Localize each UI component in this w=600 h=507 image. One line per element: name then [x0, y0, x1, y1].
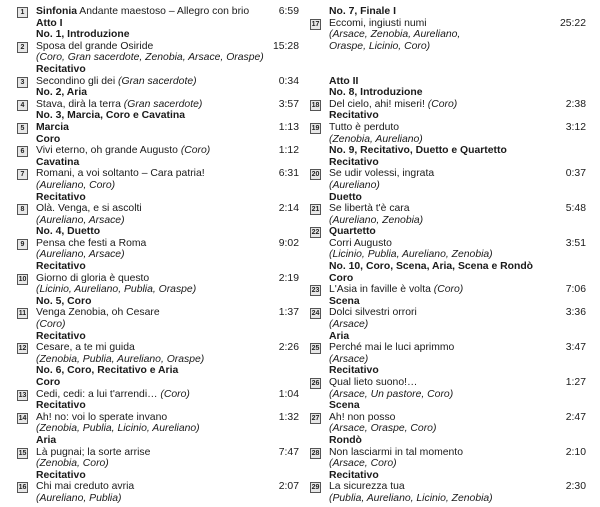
cast-line — [310, 249, 586, 261]
title-part: Eccomi, ingiusti numi — [329, 17, 427, 29]
heading-text: Aria — [329, 330, 350, 342]
cast-line — [17, 493, 299, 505]
section-heading — [17, 296, 299, 308]
track-number-badge: 28 — [311, 449, 320, 457]
performers: (Zenobia, Aureliano) — [329, 133, 423, 145]
heading-text: No. 9, Recitativo, Duetto e Quartetto — [329, 145, 507, 157]
track-title — [36, 168, 205, 180]
track-number-badge: 26 — [311, 380, 320, 387]
performers: (Licinio, Publia, Aureliano, Zenobia) — [329, 249, 493, 261]
track-duration: 2:14 — [278, 203, 299, 215]
title-part: Non lasciarmi in tal momento — [329, 446, 463, 458]
performers: (Arsace) — [329, 353, 369, 365]
track-row[interactable] — [17, 203, 299, 215]
performers: (Coro) — [427, 98, 458, 110]
track-row[interactable] — [310, 377, 586, 389]
heading-text: Atto I — [36, 17, 63, 29]
heading-text: Recitativo — [36, 400, 86, 412]
title-part: Vivi eterno, oh grande Augusto — [36, 145, 181, 157]
section-heading — [17, 435, 299, 447]
track-number-badge: 21 — [311, 206, 320, 214]
section-heading — [17, 87, 299, 99]
cast-line — [17, 249, 299, 261]
performers: (Arsace) — [329, 319, 369, 331]
track-duration: 3:57 — [278, 98, 299, 110]
track-duration: 3:51 — [565, 237, 586, 249]
cast-line — [17, 215, 299, 227]
heading-text: Recitativo — [36, 469, 86, 481]
performers: (Gran sacerdote) — [118, 75, 197, 87]
heading-text: Scena — [329, 400, 360, 412]
cast-line — [310, 458, 586, 470]
performers: (Arsace, Coro) — [329, 458, 397, 470]
title-part: Stava, dirà la terra — [36, 98, 124, 110]
track-duration: 25:22 — [559, 17, 586, 29]
track-row[interactable] — [17, 99, 299, 111]
track-title — [36, 145, 210, 157]
track-row[interactable] — [17, 41, 299, 53]
section-heading — [17, 400, 299, 412]
track-title — [36, 76, 197, 88]
track-duration: 1:13 — [278, 121, 299, 133]
performers: (Coro) — [160, 388, 190, 400]
section-heading — [17, 365, 299, 377]
track-number-badge: 10 — [18, 275, 27, 283]
track-title — [36, 122, 69, 134]
track-number-badge: 8 — [17, 204, 28, 215]
track-row[interactable] — [17, 122, 299, 134]
heading-text: Recitativo — [36, 330, 86, 342]
track-row[interactable] — [17, 412, 299, 424]
track-row[interactable] — [310, 307, 586, 319]
track-number-badge: 11 — [18, 310, 27, 318]
track-number-badge: 29 — [311, 484, 320, 492]
track-duration: 9:02 — [278, 237, 299, 249]
track-number-badge: 5 — [17, 123, 28, 134]
section-heading — [310, 435, 586, 447]
heading-text: No. 6, Coro, Recitativo e Aria — [36, 365, 179, 377]
track-row[interactable] — [17, 307, 299, 319]
track-number-badge: 24 — [311, 310, 320, 318]
track-number-badge: 16 — [18, 484, 27, 492]
title-part: Dolci silvestri orrori — [329, 307, 417, 319]
spacer — [310, 52, 586, 64]
track-title — [36, 273, 149, 285]
track-title — [36, 342, 135, 354]
spacer — [310, 64, 586, 76]
cast-line — [310, 493, 586, 505]
heading-text: No. 1, Introduzione — [36, 29, 130, 41]
track-row[interactable] — [17, 273, 299, 285]
track-duration: 6:31 — [278, 168, 299, 180]
track-number-badge: 19 — [311, 124, 320, 132]
track-row[interactable] — [17, 389, 299, 401]
track-duration: 6:59 — [278, 6, 299, 17]
track-duration: 2:07 — [278, 481, 299, 493]
performers: Oraspe, Licinio, Coro) — [329, 40, 431, 52]
cast-line — [310, 215, 586, 227]
heading-text: No. 3, Marcia, Coro e Cavatina — [36, 110, 185, 122]
section-heading — [17, 470, 299, 482]
heading-text: No. 8, Introduzione — [329, 87, 423, 99]
cast-line — [310, 134, 586, 146]
track-duration: 1:37 — [278, 307, 299, 319]
track-row[interactable] — [310, 122, 586, 134]
cast-line — [310, 29, 586, 41]
track-duration: 2:30 — [565, 481, 586, 493]
performers: (Coro) — [36, 319, 66, 331]
cast-line — [310, 423, 586, 435]
track-number-badge: 27 — [311, 414, 320, 422]
title-part: Se udir volessi, ingrata — [329, 168, 435, 180]
performers: (Gran sacerdote) — [123, 98, 203, 110]
track-duration: 7:47 — [278, 446, 299, 458]
performers: (Zenobia, Publia, Aureliano, Oraspe) — [36, 353, 205, 365]
section-heading — [310, 192, 586, 204]
track-duration: 2:47 — [565, 411, 586, 423]
track-row[interactable] — [310, 447, 586, 459]
track-duration: 3:12 — [565, 121, 586, 133]
performers: (Licinio, Aureliano, Publia, Oraspe) — [36, 284, 197, 296]
track-row[interactable] — [17, 342, 299, 354]
track-row[interactable] — [310, 99, 586, 111]
section-heading — [17, 261, 299, 273]
section-heading — [17, 110, 299, 122]
track-title — [329, 203, 410, 215]
track-title — [329, 412, 395, 424]
section-heading — [310, 296, 586, 308]
heading-text: Recitativo — [329, 156, 379, 168]
section-heading — [310, 110, 586, 122]
track-title — [329, 307, 417, 319]
track-number-badge: 3 — [17, 77, 28, 88]
track-duration: 5:48 — [565, 203, 586, 215]
track-row[interactable] — [310, 18, 586, 30]
title-part: Secondino gli dei — [36, 75, 119, 87]
section-heading — [310, 261, 586, 273]
title-part: Marcia — [36, 121, 69, 133]
cast-line — [17, 458, 299, 470]
track-duration: 1:12 — [278, 145, 299, 157]
section-heading — [310, 273, 586, 285]
cast-line — [17, 423, 299, 435]
track-title — [36, 389, 190, 401]
cast-line — [310, 41, 586, 53]
section-heading — [17, 18, 299, 30]
title-part: Cesare, a te mi guida — [36, 342, 135, 354]
track-duration: 15:28 — [272, 40, 299, 52]
heading-text: Coro — [329, 272, 354, 284]
title-part: Perché mai le luci aprimmo — [329, 342, 455, 354]
title-part: Ah! no: voi lo sperate invano — [36, 411, 168, 423]
track-title — [36, 6, 249, 18]
performers: (Arsace, Oraspe, Coro) — [329, 423, 437, 435]
section-heading — [17, 377, 299, 389]
track-title — [36, 203, 142, 215]
cast-line — [310, 319, 586, 331]
title-part: La sicurezza tua — [329, 481, 405, 493]
track-title: Corri Augusto — [329, 237, 392, 249]
track-duration: 0:37 — [565, 168, 586, 180]
section-heading — [310, 76, 586, 88]
performers: (Coro) — [433, 284, 464, 296]
cast-line — [17, 354, 299, 366]
section-heading — [310, 331, 586, 343]
heading-text: Recitativo — [36, 63, 86, 75]
title-part: Tutto è perduto — [329, 121, 400, 133]
title-part: Qual lieto suono!… — [329, 377, 418, 388]
track-row[interactable] — [310, 226, 586, 238]
track-duration: 2:38 — [565, 98, 586, 110]
track-title — [36, 99, 202, 111]
heading-text: Coro — [36, 377, 61, 388]
heading-text: Coro — [36, 133, 61, 145]
track-title — [329, 447, 463, 459]
track-number-badge: 18 — [311, 101, 320, 109]
track-duration: 1:32 — [278, 411, 299, 423]
track-number-badge: 6 — [17, 146, 28, 157]
track-row[interactable] — [310, 168, 586, 180]
cast-line — [310, 180, 586, 192]
track-number-badge: 14 — [18, 414, 27, 422]
section-heading — [17, 226, 299, 238]
heading-text: No. 4, Duetto — [36, 226, 101, 238]
section-heading — [17, 157, 299, 169]
title-part: Là pugnai; la sorte arrise — [36, 446, 151, 458]
track-title — [329, 99, 457, 111]
heading-text: No. 10, Coro, Scena, Aria, Scena e Rondò — [329, 261, 534, 273]
performers: (Aureliano, Arsace) — [36, 214, 125, 226]
track-duration: 7:06 — [565, 284, 586, 296]
track-number-badge: 12 — [18, 345, 27, 353]
cast-line — [17, 180, 299, 192]
section-heading — [310, 365, 586, 377]
track-title — [36, 307, 160, 319]
section-heading — [310, 157, 586, 169]
track-duration: 0:34 — [278, 75, 299, 87]
performers: (Publia, Aureliano, Licinio, Zenobia) — [329, 492, 493, 504]
track-number-badge: 20 — [311, 171, 320, 179]
title-part: Andante maestoso – Allegro con brio — [76, 6, 250, 17]
track-number-badge: 13 — [18, 391, 27, 399]
track-number-badge: 15 — [18, 449, 27, 457]
track-row[interactable] — [310, 412, 586, 424]
track-row[interactable] — [17, 6, 299, 18]
title-part: Venga Zenobia, oh Cesare — [36, 307, 160, 319]
heading-text: Recitativo — [329, 110, 379, 122]
track-duration: 2:26 — [278, 342, 299, 354]
track-title — [329, 168, 434, 180]
track-duration: 1:04 — [278, 388, 299, 400]
performers: (Zenobia, Publia, Licinio, Aureliano) — [36, 423, 200, 435]
heading-text: Recitativo — [36, 191, 86, 203]
track-title — [36, 412, 167, 424]
section-heading — [310, 470, 586, 482]
track-number-badge: 4 — [17, 100, 28, 111]
section-heading — [17, 64, 299, 76]
title-part: Sposa del grande Osiride — [36, 40, 154, 52]
heading-text: No. 5, Coro — [36, 295, 92, 307]
track-row[interactable] — [310, 481, 586, 493]
title-part: Giorno di gloria è questo — [36, 272, 150, 284]
text-line — [310, 238, 586, 250]
section-heading — [17, 29, 299, 41]
heading-text: Rondò — [329, 434, 362, 446]
track-number-badge: 25 — [311, 345, 320, 353]
heading-text: Cavatina — [36, 156, 80, 168]
track-row[interactable] — [310, 342, 586, 354]
title-part: Ah! non posso — [329, 411, 396, 423]
performers: (Aureliano, Arsace) — [36, 249, 125, 261]
track-row[interactable] — [17, 168, 299, 180]
title-part: Romani, a voi soltanto – Cara patria! — [36, 168, 205, 180]
track-number-badge: 17 — [311, 20, 320, 28]
performers: (Zenobia, Coro) — [36, 458, 109, 470]
cast-line — [17, 319, 299, 331]
title-part: L'Asia in faville è volta — [329, 284, 434, 296]
heading-text: Recitativo — [329, 469, 379, 481]
track-row[interactable] — [17, 76, 299, 88]
track-title — [36, 447, 150, 459]
performers: (Aureliano, Zenobia) — [329, 214, 424, 226]
track-duration: 3:47 — [565, 342, 586, 354]
cast-line — [17, 52, 299, 64]
section-heading — [17, 134, 299, 146]
track-number-badge: 22 — [311, 229, 320, 237]
track-duration: 1:27 — [565, 377, 586, 388]
tracklist-left-column — [17, 6, 299, 505]
track-title — [329, 18, 427, 30]
track-number-badge: 1 — [17, 7, 28, 18]
heading-text: No. 7, Finale I — [329, 6, 396, 17]
track-title — [329, 284, 463, 296]
performers: (Aureliano, Publia) — [36, 492, 122, 504]
performers: (Aureliano, Coro) — [36, 179, 116, 191]
track-number-badge: 7 — [17, 169, 28, 180]
title-part: Chi mai creduto avria — [36, 481, 135, 493]
track-number-badge: 2 — [17, 42, 28, 53]
title-part: Sinfonia — [36, 6, 77, 17]
title-part: Cedi, cedi: a lui t'arrendi… — [36, 388, 161, 400]
performers: (Arsace, Un pastore, Coro) — [329, 388, 454, 400]
title-part: Pensa che festi a Roma — [36, 237, 147, 249]
track-number-badge: 23 — [311, 287, 320, 295]
title-part: Del cielo, ahi! miseri! — [329, 98, 428, 110]
performers: (Coro) — [180, 145, 211, 157]
section-heading — [17, 331, 299, 343]
section-heading — [310, 400, 586, 412]
track-title — [329, 226, 376, 238]
performers: (Arsace, Zenobia, Aureliano, — [329, 29, 461, 41]
section-heading — [310, 6, 586, 18]
track-row[interactable] — [17, 145, 299, 157]
section-heading — [17, 192, 299, 204]
section-heading — [310, 145, 586, 157]
track-title — [36, 481, 134, 493]
track-number-badge: 9 — [17, 239, 28, 250]
title-part: Olà. Venga, e si ascolti — [36, 203, 142, 215]
track-duration: 2:19 — [278, 272, 299, 284]
heading-text: Aria — [36, 434, 57, 446]
track-title — [36, 238, 146, 250]
cast-line — [310, 354, 586, 366]
track-title — [329, 122, 399, 134]
track-row[interactable] — [310, 203, 586, 215]
heading-text: Scena — [329, 295, 360, 307]
cast-line — [310, 389, 586, 401]
heading-text: Recitativo — [329, 365, 379, 377]
heading-text: Atto II — [329, 75, 359, 87]
performers: (Coro, Gran sacerdote, Zenobia, Arsace, Oraspe) — [36, 52, 264, 64]
track-row[interactable] — [17, 447, 299, 459]
title-part: Se libertà t'è cara — [329, 203, 410, 215]
track-title — [329, 377, 417, 389]
title-part: Quartetto — [329, 226, 376, 238]
track-duration: 2:10 — [565, 446, 586, 458]
track-row[interactable] — [310, 284, 586, 296]
track-title — [329, 481, 405, 493]
tracklist-right-column — [310, 6, 586, 505]
heading-text: Duetto — [329, 191, 362, 203]
track-duration: 3:36 — [565, 307, 586, 319]
cast-line — [17, 284, 299, 296]
track-row[interactable] — [17, 481, 299, 493]
performers: (Aureliano) — [329, 179, 380, 191]
track-title — [36, 41, 153, 53]
section-heading — [310, 87, 586, 99]
heading-text: No. 2, Aria — [36, 87, 88, 99]
track-row[interactable] — [17, 238, 299, 250]
track-title — [329, 342, 454, 354]
heading-text: Recitativo — [36, 261, 86, 273]
